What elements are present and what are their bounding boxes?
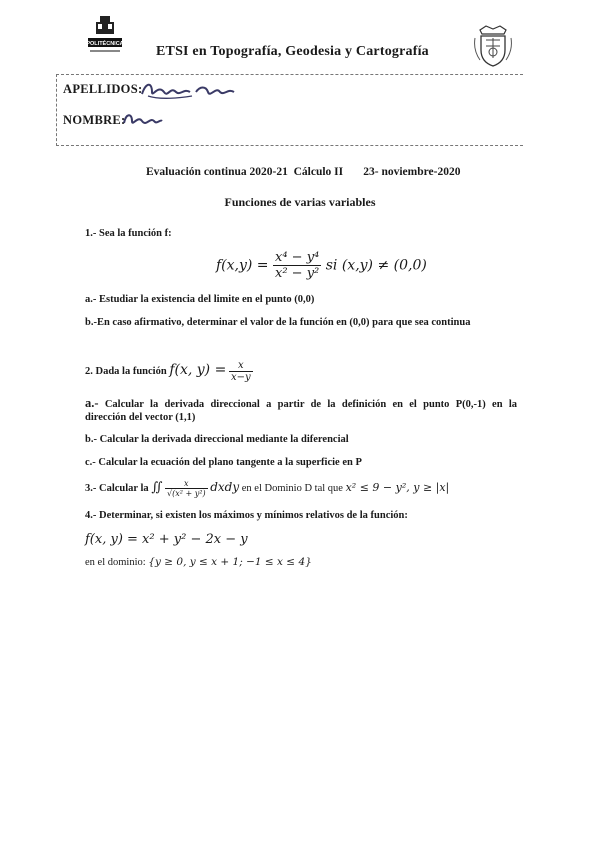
q4-intro: 4.- Determinar, si existen los máximos y mínimos relativos de la función: [85,510,408,521]
q1-denominator: x² − y² [275,266,320,281]
q4-domain [85,556,312,568]
q3-domain-text: en el Dominio D tal que [241,482,343,494]
exam-subtitle: Funciones de varias variables [224,195,376,209]
q2-equation [85,360,253,383]
q3-denominator: √(x² + y²) [167,489,206,498]
q4-domain-set: {y ≥ 0, y ≤ x + 1; −1 ≤ x ≤ 4} [148,556,312,568]
q3-integral-sign: ∬ [151,479,163,495]
logo-text: POLITÉCNICA [86,41,124,47]
apellidos-label: APELLIDOS: [63,82,143,96]
q3-condition: x² ≤ 9 − y², y ≥ |x| [345,480,450,494]
q3-statement [85,479,449,498]
q2-part-c: c.- Calcular la ecuación del plano tangente a la superficie en P [85,457,362,468]
q2-part-a-line2: dirección del vector (1,1) [85,412,196,423]
q2-part-a-line1 [85,396,517,411]
q2-part-a-lead: a.- [85,396,99,410]
q1-lhs: f(x,y) = [216,257,269,274]
q1-numerator: x⁴ − y⁴ [275,250,320,265]
q1-intro: 1.- Sea la función f: [85,228,172,239]
school-seal-icon [472,24,514,68]
q3-intro: 3.- Calcular la [85,482,149,494]
q4-equation: f(x, y) = x² + y² − 2x − y [85,532,248,547]
q3-dxdy: dxdy [210,479,240,494]
q1-condition: si (x,y) ≠ (0,0) [325,257,427,274]
q2-lhs: f(x, y) = [169,361,227,378]
handwritten-name [122,111,164,131]
nombre-label: NOMBRE: [63,113,126,127]
q2-intro: 2. Dada la función [85,365,167,377]
institution-title: ETSI en Topografía, Geodesia y Cartografía [156,44,429,59]
q1-part-a: a.- Estudiar la existencia del limite en el punto (0,0) [85,294,315,305]
q1-part-b: b.-En caso afirmativo, determinar el valor de la función en (0,0) para que sea continua [85,317,471,328]
q2-numerator: x [229,360,253,372]
exam-info: Evaluación continua 2020-21 Cálculo II 23- noviembre-2020 [146,166,461,178]
q2-part-a-text: Calcular la derivada direccional a partir de la definición en el punto P(0,-1) en la [104,399,517,410]
q2-part-b: b.- Calcular la derivada direccional mediante la diferencial [85,434,349,445]
q2-denominator: x−y [230,372,251,383]
q4-domain-label: en el dominio: [85,557,146,568]
university-crest-icon [86,14,124,60]
handwritten-surname [140,80,236,102]
q1-equation [216,250,427,281]
q3-numerator: x [165,479,208,489]
